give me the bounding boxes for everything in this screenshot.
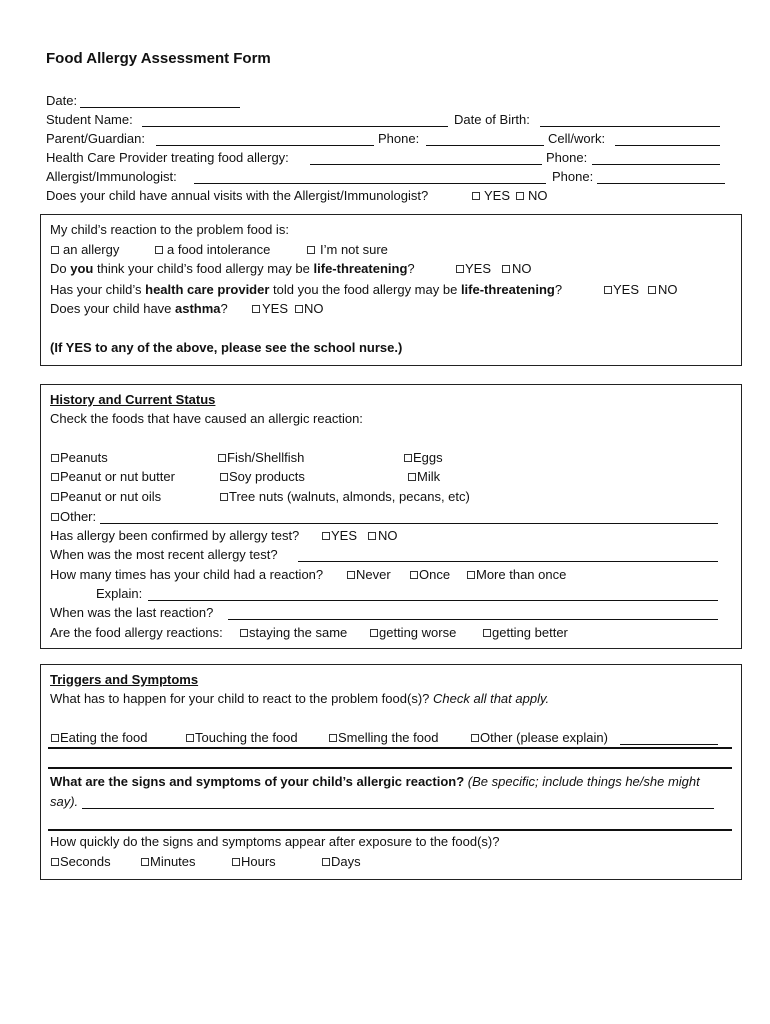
triggers-question: What has to happen for your child to react to the problem food(s)? Check all that apply. — [50, 691, 550, 706]
parent-label: Parent/Guardian: — [46, 131, 146, 146]
other-trigger-checkbox[interactable] — [471, 734, 479, 742]
annual-yes-checkbox[interactable] — [472, 192, 480, 200]
intolerance-label: a food intolerance — [167, 242, 271, 257]
better-checkbox[interactable] — [483, 629, 491, 637]
hours-label: Hours — [241, 854, 276, 869]
life-threatening-question: Do you think your child’s food allergy may be life-threatening? — [50, 261, 415, 276]
explain-field[interactable] — [148, 600, 718, 601]
provider-label: Health Care Provider treating food allergy: — [46, 150, 289, 165]
last-reaction-question: When was the last reaction? — [50, 605, 214, 620]
recent-test-field[interactable] — [298, 561, 718, 562]
intolerance-checkbox[interactable] — [155, 246, 163, 254]
signs-field[interactable] — [82, 808, 714, 809]
hours-checkbox[interactable] — [232, 858, 240, 866]
allergist-label: Allergist/Immunologist: — [46, 169, 177, 184]
q1-no-label: NO — [512, 261, 532, 276]
allergist-phone-label: Phone: — [552, 169, 594, 184]
milk-label: Milk — [417, 469, 441, 484]
nut-butter-checkbox[interactable] — [51, 473, 59, 481]
eating-checkbox[interactable] — [51, 734, 59, 742]
cell-label: Cell/work: — [548, 131, 606, 146]
cell-field[interactable] — [615, 145, 720, 146]
trend-question: Are the food allergy reactions: — [50, 625, 223, 640]
provider-life-threatening-question: Has your child’s health care provider told you the food allergy may be life-threatening? — [50, 282, 563, 297]
asthma-no-checkbox[interactable] — [295, 305, 303, 313]
recent-test-question: When was the most recent allergy test? — [50, 547, 278, 562]
allergist-phone-field[interactable] — [597, 183, 725, 184]
dob-field[interactable] — [540, 126, 720, 127]
confirmed-no-checkbox[interactable] — [368, 532, 376, 540]
soy-label: Soy products — [229, 469, 305, 484]
annual-yes-label: YES — [484, 188, 511, 203]
minutes-label: Minutes — [150, 854, 196, 869]
not-sure-checkbox[interactable] — [307, 246, 315, 254]
once-checkbox[interactable] — [410, 571, 418, 579]
other-food-label: Other: — [60, 509, 97, 524]
divider — [48, 747, 732, 749]
more-label: More than once — [476, 567, 567, 582]
eating-label: Eating the food — [60, 730, 148, 745]
nut-oils-label: Peanut or nut oils — [60, 489, 162, 504]
smelling-checkbox[interactable] — [329, 734, 337, 742]
student-name-field[interactable] — [142, 126, 448, 127]
peanuts-checkbox[interactable] — [51, 454, 59, 462]
provider-field[interactable] — [310, 164, 542, 165]
tree-nuts-label: Tree nuts (walnuts, almonds, pecans, etc) — [229, 489, 470, 504]
touching-checkbox[interactable] — [186, 734, 194, 742]
reaction-intro: My child’s reaction to the problem food is: — [50, 222, 289, 237]
student-name-label: Student Name: — [46, 112, 133, 127]
minutes-checkbox[interactable] — [141, 858, 149, 866]
never-checkbox[interactable] — [347, 571, 355, 579]
provider-phone-label: Phone: — [546, 150, 588, 165]
same-label: staying the same — [249, 625, 348, 640]
allergist-field[interactable] — [194, 183, 546, 184]
q2-yes-checkbox[interactable] — [604, 286, 612, 294]
asthma-question: Does your child have asthma? — [50, 301, 228, 316]
never-label: Never — [356, 567, 391, 582]
worse-label: getting worse — [379, 625, 457, 640]
nut-butter-label: Peanut or nut butter — [60, 469, 175, 484]
tree-nuts-checkbox[interactable] — [220, 493, 228, 501]
asthma-yes-checkbox[interactable] — [252, 305, 260, 313]
milk-checkbox[interactable] — [408, 473, 416, 481]
triggers-heading: Triggers and Symptoms — [50, 672, 199, 687]
divider — [48, 829, 732, 831]
worse-checkbox[interactable] — [370, 629, 378, 637]
nut-oils-checkbox[interactable] — [51, 493, 59, 501]
annual-no-checkbox[interactable] — [516, 192, 524, 200]
q1-no-checkbox[interactable] — [502, 265, 510, 273]
seconds-checkbox[interactable] — [51, 858, 59, 866]
eggs-checkbox[interactable] — [404, 454, 412, 462]
same-checkbox[interactable] — [240, 629, 248, 637]
once-label: Once — [419, 567, 451, 582]
confirmed-no-label: NO — [378, 528, 398, 543]
confirmed-question: Has allergy been confirmed by allergy test? — [50, 528, 300, 543]
dob-label: Date of Birth: — [454, 112, 530, 127]
confirmed-yes-checkbox[interactable] — [322, 532, 330, 540]
days-label: Days — [331, 854, 361, 869]
asthma-no-label: NO — [304, 301, 324, 316]
annual-no-label: NO — [528, 188, 548, 203]
explain-label: Explain: — [96, 586, 143, 601]
q2-yes-label: YES — [613, 282, 640, 297]
confirmed-yes-label: YES — [331, 528, 358, 543]
more-checkbox[interactable] — [467, 571, 475, 579]
school-nurse-note: (If YES to any of the above, please see the school nurse.) — [50, 340, 403, 355]
q2-no-checkbox[interactable] — [648, 286, 656, 294]
provider-phone-field[interactable] — [592, 164, 720, 165]
signs-question-continued: say). — [50, 794, 79, 809]
other-trigger-label: Other (please explain) — [480, 730, 608, 745]
seconds-label: Seconds — [60, 854, 111, 869]
q1-yes-checkbox[interactable] — [456, 265, 464, 273]
history-heading: History and Current Status — [50, 392, 216, 407]
other-trigger-field[interactable] — [620, 744, 718, 745]
better-label: getting better — [492, 625, 568, 640]
history-instruction: Check the foods that have caused an allergic reaction: — [50, 411, 363, 426]
times-question: How many times has your child had a reaction? — [50, 567, 324, 582]
q2-no-label: NO — [658, 282, 678, 297]
annual-visits-question: Does your child have annual visits with the Allergist/Immunologist? — [46, 188, 429, 203]
parent-phone-label: Phone: — [378, 131, 420, 146]
form-title: Food Allergy Assessment Form — [46, 50, 271, 67]
smelling-label: Smelling the food — [338, 730, 439, 745]
date-field[interactable] — [80, 107, 240, 108]
peanuts-label: Peanuts — [60, 450, 108, 465]
other-food-checkbox[interactable] — [51, 513, 59, 521]
last-reaction-field[interactable] — [228, 619, 718, 620]
allergy-label: an allergy — [63, 242, 120, 257]
eggs-label: Eggs — [413, 450, 443, 465]
allergy-checkbox[interactable] — [51, 246, 59, 254]
fish-checkbox[interactable] — [218, 454, 226, 462]
divider — [48, 767, 732, 769]
not-sure-label: I’m not sure — [320, 242, 388, 257]
date-label: Date: — [46, 93, 78, 108]
asthma-yes-label: YES — [262, 301, 289, 316]
parent-field[interactable] — [156, 145, 374, 146]
parent-phone-field[interactable] — [426, 145, 544, 146]
touching-label: Touching the food — [195, 730, 298, 745]
speed-question: How quickly do the signs and symptoms appear after exposure to the food(s)? — [50, 834, 500, 849]
days-checkbox[interactable] — [322, 858, 330, 866]
signs-question: What are the signs and symptoms of your child’s allergic reaction? (Be specific; include things he/she might — [50, 774, 700, 789]
fish-label: Fish/Shellfish — [227, 450, 305, 465]
soy-checkbox[interactable] — [220, 473, 228, 481]
q1-yes-label: YES — [465, 261, 492, 276]
other-food-field[interactable] — [100, 523, 718, 524]
